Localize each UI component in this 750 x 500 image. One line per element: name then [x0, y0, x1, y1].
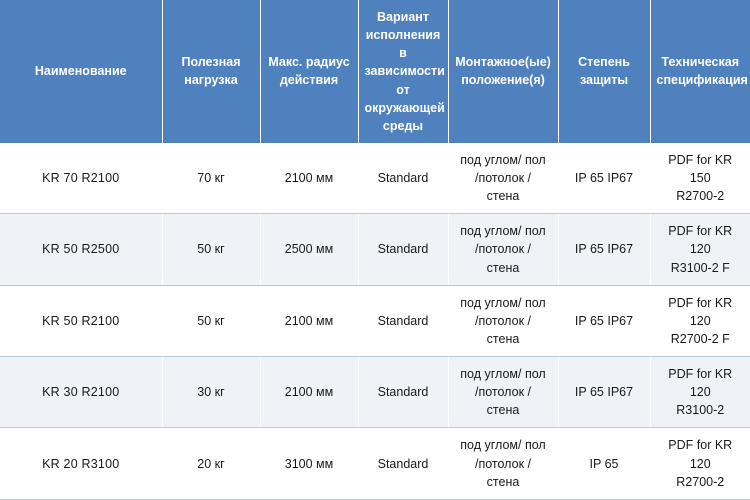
- cell-spec-line: R3100-2: [676, 403, 725, 418]
- table-row: [0, 214, 750, 285]
- table-header: [0, 0, 750, 143]
- cell-spec-line: R2700-2: [676, 474, 725, 489]
- table-row: [0, 357, 750, 428]
- cell-mounting-line: /потолок /: [475, 456, 531, 471]
- cell-variant: Standard: [358, 214, 448, 285]
- cell-payload: 70 кг: [162, 143, 260, 214]
- cell-mounting-line: под углом/ пол: [460, 152, 546, 167]
- cell-mounting-line: под углом/ пол: [460, 438, 546, 453]
- cell-protection: IP 65 IP67: [558, 357, 650, 428]
- cell-payload: 30 кг: [162, 357, 260, 428]
- cell-spec-line: R3100-2 F: [670, 260, 730, 275]
- cell-reach: 2500 мм: [260, 214, 358, 285]
- cell-mounting-line: стена: [486, 260, 520, 275]
- cell-reach: 2100 мм: [260, 143, 358, 214]
- cell-reach: 2100 мм: [260, 285, 358, 356]
- table-header-row: [0, 0, 750, 143]
- cell-name: KR 50 R2500: [0, 214, 162, 285]
- column-header-payload: Полезная нагрузка: [162, 0, 260, 143]
- table-body: [0, 143, 750, 499]
- cell-mounting: [448, 428, 558, 499]
- cell-mounting-line: стена: [486, 474, 520, 489]
- cell-mounting-line: стена: [486, 189, 520, 204]
- column-header-mounting: Монтажное(ые) положение(я): [448, 0, 558, 143]
- cell-protection: IP 65 IP67: [558, 143, 650, 214]
- cell-reach: 2100 мм: [260, 357, 358, 428]
- cell-payload: 20 кг: [162, 428, 260, 499]
- cell-mounting-line: стена: [486, 403, 520, 418]
- cell-name: KR 70 R2100: [0, 143, 162, 214]
- cell-reach: 3100 мм: [260, 428, 358, 499]
- cell-spec-line: R2700-2: [676, 189, 725, 204]
- cell-mounting-line: стена: [486, 331, 520, 346]
- cell-mounting-line: /потолок /: [475, 313, 531, 328]
- cell-spec-line: PDF for KR 120: [668, 438, 733, 471]
- column-header-protection: Степень защиты: [558, 0, 650, 143]
- cell-mounting-line: под углом/ пол: [460, 295, 546, 310]
- cell-spec: [650, 214, 750, 285]
- cell-variant: Standard: [358, 143, 448, 214]
- cell-spec: [650, 285, 750, 356]
- cell-spec: [650, 143, 750, 214]
- column-header-spec: Техническая спецификация: [650, 0, 750, 143]
- cell-name: KR 30 R2100: [0, 357, 162, 428]
- cell-protection: IP 65: [558, 428, 650, 499]
- cell-mounting: [448, 357, 558, 428]
- cell-spec: [650, 357, 750, 428]
- table-row: [0, 285, 750, 356]
- cell-spec-line: PDF for KR 120: [668, 367, 733, 400]
- cell-protection: IP 65 IP67: [558, 214, 650, 285]
- cell-variant: Standard: [358, 357, 448, 428]
- cell-spec-line: R2700-2 F: [670, 331, 730, 346]
- column-header-variant: Вариант исполнения в зависимости от окружающей среды: [358, 0, 448, 143]
- cell-mounting: [448, 285, 558, 356]
- cell-spec: [650, 428, 750, 499]
- table-row: [0, 428, 750, 499]
- cell-name: KR 20 R3100: [0, 428, 162, 499]
- cell-spec-line: PDF for KR 120: [668, 295, 733, 328]
- cell-mounting-line: /потолок /: [475, 242, 531, 257]
- cell-mounting-line: под углом/ пол: [460, 367, 546, 381]
- column-header-reach: Макс. радиус действия: [260, 0, 358, 143]
- cell-mounting-line: /потолок /: [475, 385, 531, 400]
- cell-payload: 50 кг: [162, 214, 260, 285]
- cell-variant: Standard: [358, 428, 448, 499]
- cell-mounting-line: под углом/ пол: [460, 224, 546, 239]
- cell-protection: IP 65 IP67: [558, 285, 650, 356]
- cell-mounting-line: /потолок /: [475, 171, 531, 185]
- cell-mounting: [448, 143, 558, 214]
- table-row: [0, 143, 750, 214]
- cell-mounting: [448, 214, 558, 285]
- cell-payload: 50 кг: [162, 285, 260, 356]
- cell-spec-line: PDF for KR 150: [668, 152, 733, 185]
- cell-spec-line: PDF for KR 120: [668, 224, 733, 257]
- cell-name: KR 50 R2100: [0, 285, 162, 356]
- cell-variant: Standard: [358, 285, 448, 356]
- column-header-name: Наименование: [0, 0, 162, 143]
